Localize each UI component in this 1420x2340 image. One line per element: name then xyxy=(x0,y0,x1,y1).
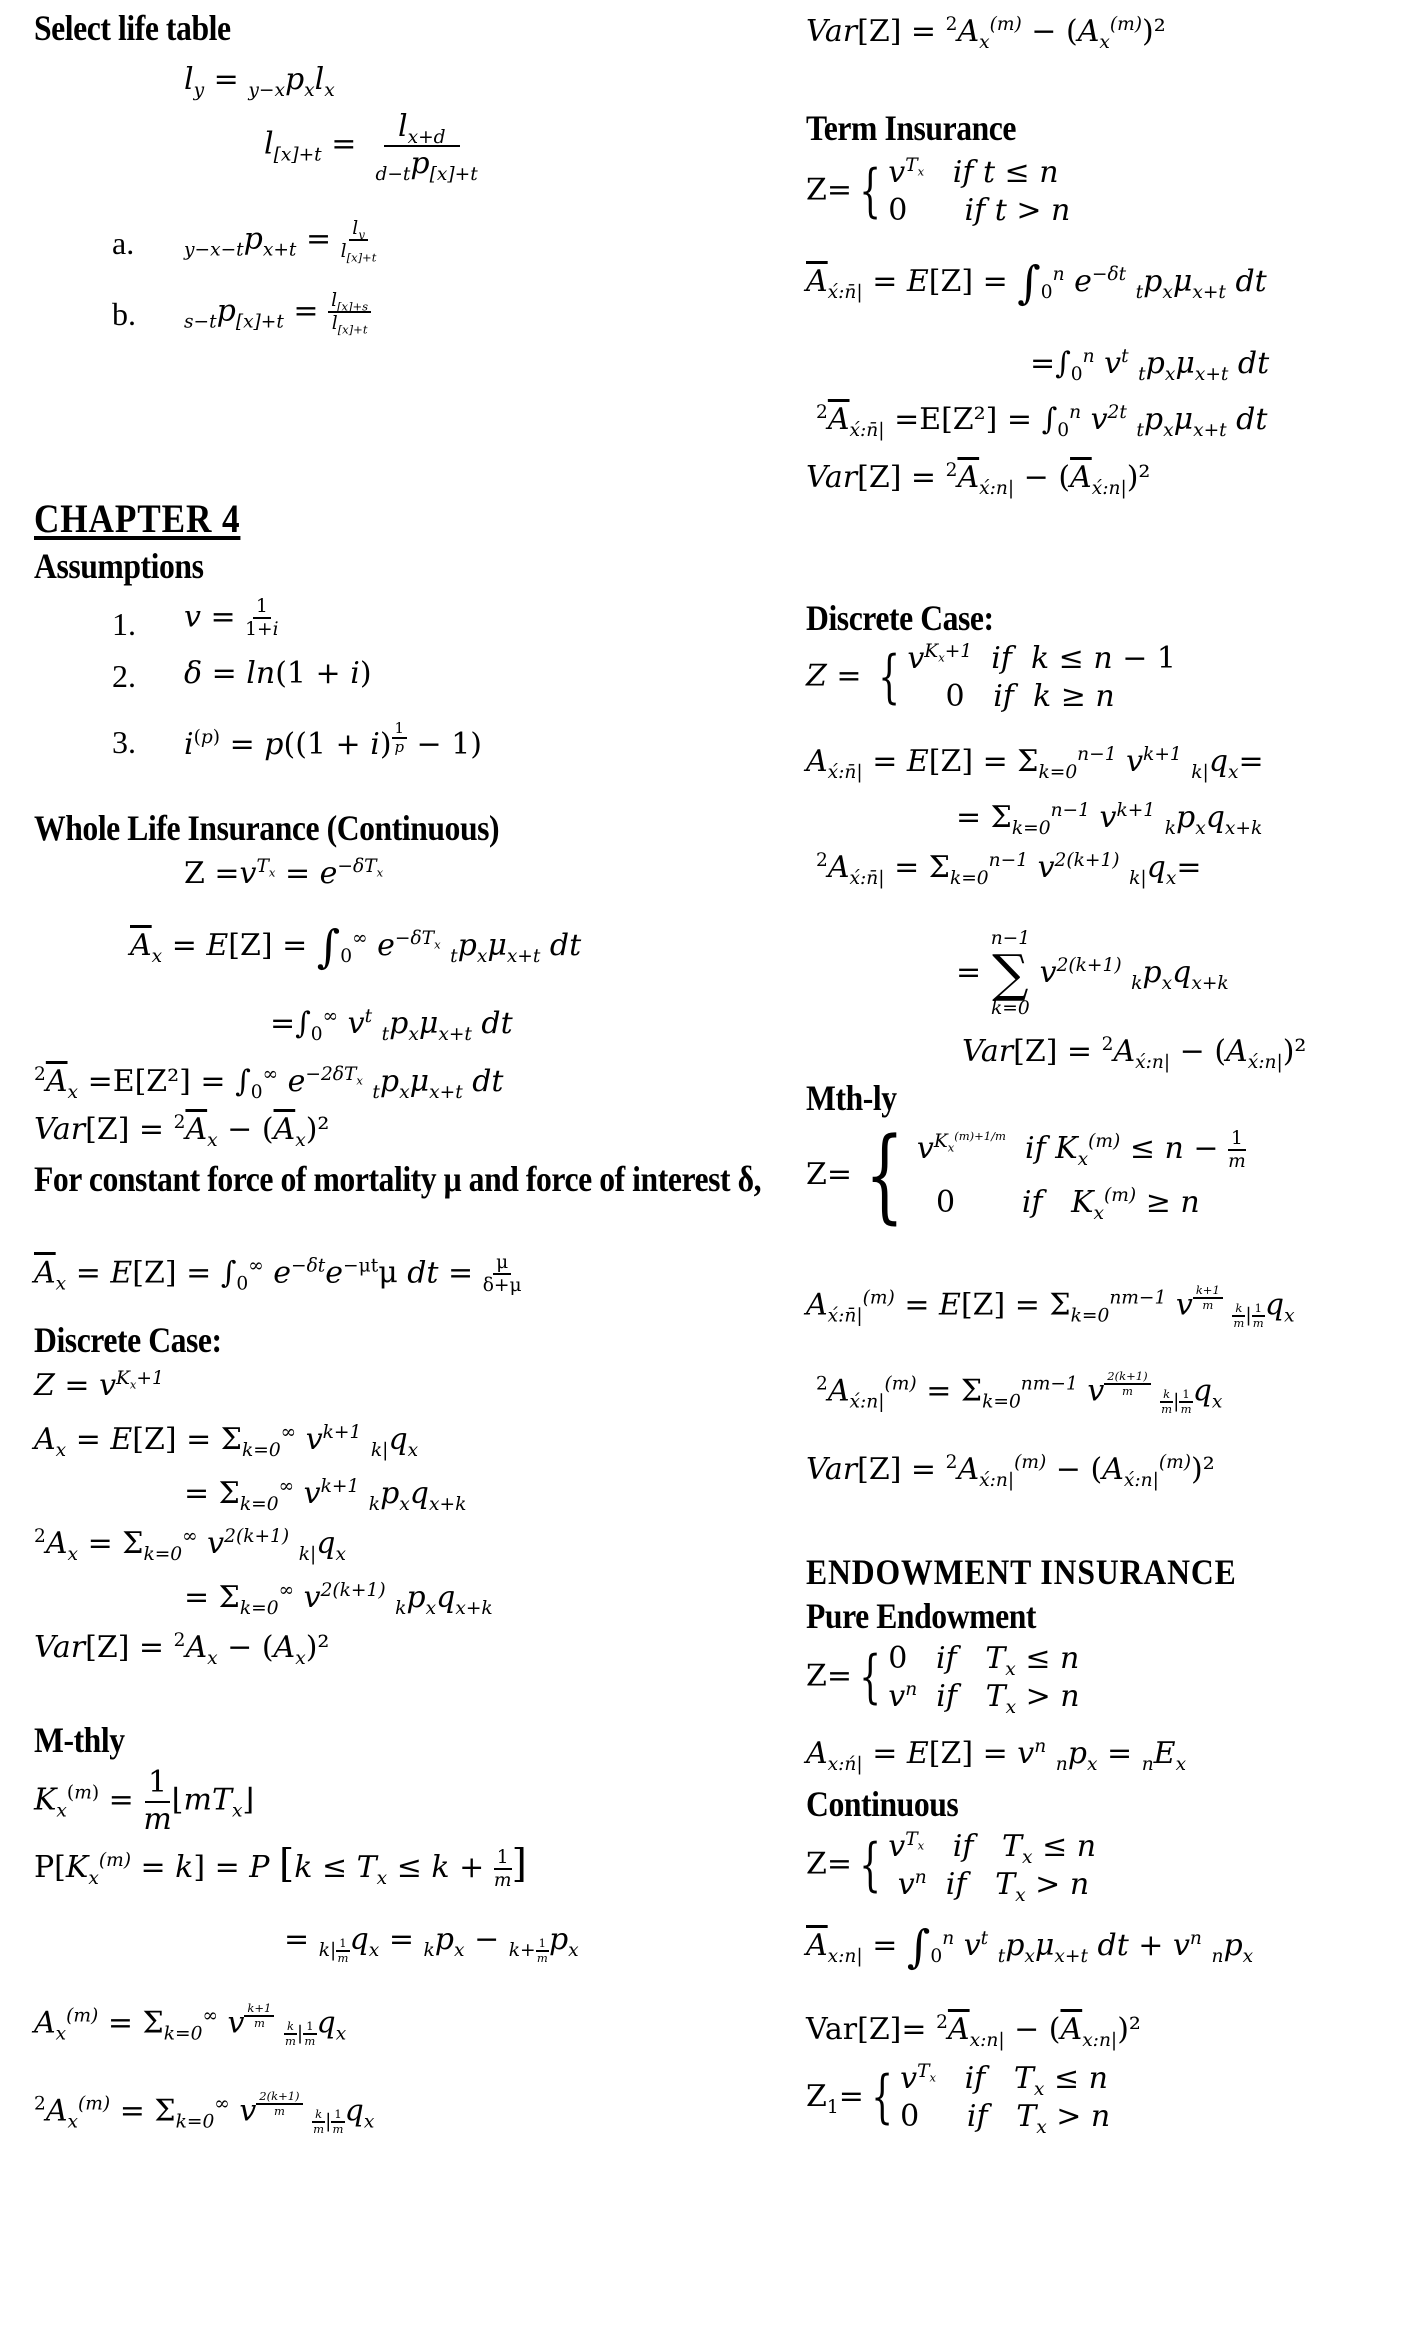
constant-force-text: For constant force of mortality μ and force of interest δ, xyxy=(34,1159,762,1199)
formula-term-mthly-z: Z= { $v^{K_x^{(m)+1/m}}$ if $K_x^{(m)} \le n$ − $\frac{1}{m}$ 0 if $K_x^{(m)} \ge n$ xyxy=(806,1116,1246,1235)
formula-wl-discrete-var: $Var[Z] = ^2A_x - (A_x)^2$ xyxy=(34,1630,330,1669)
formula-term-2ax: $^2\overline{A}_{x́:n̄|} =E[Z^2] = \int_0^n$ $v^{2t}$ $_tp_x\mu_{x+t}$ dt xyxy=(816,402,1268,441)
assumption-3-number: 3. xyxy=(112,724,136,760)
formula-select-l: $l_{[x]+t}$ = $\frac{l_{x+d}}{_{d-t}p_{[x]+t}}$ xyxy=(264,109,478,185)
formula-term-ax: $\overline{A}_{x́:n̄|} = E[Z] = \int_0^n$ $e^{-\delta t}$ $_tp_x\mu_{x+t}$ dt xyxy=(806,256,1267,309)
assumption-1-formula: v = $\frac{1}{1+i}$ xyxy=(184,596,279,641)
formula-wl-ax: $\overline{A}_x = E[Z] = \int_0^\infty$ $e^{-\delta T_x}$ $_tp_x\mu_{x+t}$ dt xyxy=(130,920,582,973)
formula-item-b: $_{s-t}p_{[x]+t}$ = $\frac{l_{[x]+s}}{l_{[x]+t}}$ xyxy=(184,290,371,335)
heading-endowment-insurance: ENDOWMENT INSURANCE xyxy=(806,1552,1237,1592)
formula-cont-ax: $\overline{A}_{x:n|} = \int_0^n$ $v^t$ $_tp_x\mu_{x+t}$ dt + $v^n$ $_np_x$ xyxy=(806,1920,1254,1973)
formula-z1: $Z_1=$ { $v^{T_x}$ if $T_x \le n$ 0 if $T_x > n$ xyxy=(806,2061,1111,2138)
formula-mthly-k: $K_x^{(m)}$ = $\frac{1}{m}$ $⌊mT_x⌋$ xyxy=(34,1765,255,1837)
formula-pure-z: Z= { 0 if $T_x \le n$ $v^n$ if $T_x > n$ xyxy=(806,1641,1080,1718)
formula-cont-z: Z= { $v^{T_x}$ if $T_x \le n$ $v^n$ if $T_x > n$ xyxy=(806,1829,1097,1906)
heading-whole-life: Whole Life Insurance (Continuous) xyxy=(34,808,500,848)
heading-mthly: M-thly xyxy=(34,1720,125,1760)
assumption-3-formula: $i^{(p)} = p((1 + i)$ $^{\frac{1}{p}}$ − 1) xyxy=(184,719,482,763)
formula-mthly-prob-2: = $_{k| \frac{1}{m}}$ $q_x = _kp_x - _{k+ \frac{1}{m}}$ $p_x$ xyxy=(284,1922,579,1965)
formula-wl-var: $Var[Z] = ^2\overline{A}_x - (\overline{A}_x)^2$ xyxy=(34,1112,330,1151)
formula-wl-discrete-ax: $A_x = E[Z] = \Sigma_{k=0}^\infty$ $v^{k+1}$ $_{k|}q_x$ xyxy=(34,1422,419,1461)
formula-term-mthly-2ax: $^2A_{x́:n|}^{(m)} = \Sigma_{k=0}^{nm-1}$ v $^{\frac{2(k+1)}{m}}$ $_{\frac{k}{m} | \frac{1}{m}}$ $q_x$ xyxy=(816,1369,1223,1417)
formula-term-var: $Var[Z] = ^2\overline{A}_{x́:n|} - (\overline{A}_{x́:n|})^2$ xyxy=(806,460,1151,499)
item-a-label: a. xyxy=(112,225,135,261)
formula-wl-ax-2: $=\int_0^\infty$ $v^t$ $_tp_x\mu_{x+t}$ dt xyxy=(270,1006,513,1045)
formula-wl-discrete-z: $Z = v^{K_x+1}$ xyxy=(34,1368,164,1403)
formula-term-discrete-ax: $A_{x́:n̄|} = E[Z] = \Sigma_{k=0}^{n-1}$ $v^{k+1}$ $_{k|}q_x=$ xyxy=(806,744,1264,783)
formula-term-mthly-ax: $A_{x́:n̄|}^{(m)} = E[Z] = \Sigma_{k=0}^{nm-1}$ v $^{\frac{k+1}{m}}$ $_{\frac{k}{m} | \frac{1}{m}}$ $q_x$ xyxy=(806,1283,1295,1331)
formula-wl-z: $Z =v^{T_x} = e^{-\delta T_x}$ xyxy=(184,856,384,891)
formula-wl-2ax: $^2\overline{A}_x =E[Z^2] = \int_0^\infty$ $e^{-2\delta T_x}$ $_tp_x\mu_{x+t}$ dt xyxy=(34,1064,504,1103)
formula-mthly-ax: $A_x^{(m)} = \Sigma_{k=0}^\infty$ v $^{\frac{k+1}{m}}$ $_{\frac{k}{m} | \frac{1}{m}}$ $q_x$ xyxy=(34,2001,347,2049)
formula-pure-ax: $A_{x:ń|} = E[Z] = v^n$ $_np_x = _nE_x$ xyxy=(806,1736,1187,1775)
chapter-title: CHAPTER 4 xyxy=(34,496,241,541)
heading-continuous: Continuous xyxy=(806,1784,959,1824)
formula-term-discrete-z: Z = { $v^{K_x+1}$ if k ≤ n − 1 0 if k ≥ n xyxy=(806,641,1176,714)
heading-term-discrete: Discrete Case: xyxy=(806,598,994,638)
heading-term-insurance: Term Insurance xyxy=(806,108,1017,148)
assumption-2-formula: δ = ln(1 + i) xyxy=(184,656,372,691)
heading-assumptions: Assumptions xyxy=(34,546,204,586)
heading-pure-endowment: Pure Endowment xyxy=(806,1596,1036,1636)
heading-term-mthly: Mth-ly xyxy=(806,1078,897,1118)
formula-term-ax-2: $=\int_0^n$ $v^t$ $_tp_x\mu_{x+t}$ dt xyxy=(1030,346,1270,385)
formula-wl-discrete-2ax-2: = $\Sigma_{k=0}^\infty$ $v^{2(k+1)}$ $_kp_xq_{x+k}$ xyxy=(184,1580,493,1619)
formula-wl-discrete-2ax: $^2A_x = \Sigma_{k=0}^\infty$ $v^{2(k+1)}$ $_{k|}q_x$ xyxy=(34,1526,346,1565)
formula-term-discrete-2ax: $^2A_{x́:n̄|} = \Sigma_{k=0}^{n-1}$ $v^{2(k+1)}$ $_{k|}q_x=$ xyxy=(816,850,1202,889)
formula-term-discrete-var: $Var[Z] = ^2A_{x́:n|} - (A_{x́:n|})^2$ xyxy=(962,1034,1307,1073)
heading-select-life-table: Select life table xyxy=(34,8,231,48)
assumption-1-number: 1. xyxy=(112,606,136,642)
assumption-2-number: 2. xyxy=(112,658,136,694)
formula-wl-discrete-ax-2: = $\Sigma_{k=0}^\infty$ $v^{k+1}$ $_kp_xq_{x+k}$ xyxy=(184,1476,467,1515)
formula-term-mthly-var: $Var[Z] = ^2A_{x́:n|}^{(m)} - (A_{x́:n|}^{(m)})^2$ xyxy=(806,1452,1215,1491)
formula-mthly-var: $Var[Z] = ^2A_x^{(m)} - (A_x^{(m)})^2$ xyxy=(806,14,1166,53)
formula-mthly-prob: $P[K_x^{(m)} = k] = P$ [$k \le T_x \le k$ + $\frac{1}{m}$ ] xyxy=(34,1842,527,1891)
formula-ly: $l_y = _{y-x}p_xl_x$ xyxy=(184,62,335,101)
formula-cont-var: $Var[Z]= ^2\overline{A}_{x:n|} - (\overline{A}_{x:n|})^2$ xyxy=(806,2012,1141,2051)
formula-mthly-2ax: $^2A_x^{(m)} = \Sigma_{k=0}^\infty$ v $^{\frac{2(k+1)}{m}}$ $_{\frac{k}{m} | \frac{1}{m}}$ $q_x$ xyxy=(34,2089,375,2137)
item-b-label: b. xyxy=(112,296,136,332)
heading-wl-discrete: Discrete Case: xyxy=(34,1320,222,1360)
formula-constant-force: $\overline{A}_x = E[Z] = \int_0^\infty$ $e^{-\delta t}e^{-\mu t}\mu$ dt = $\frac{\mu}{\delta+\mu}$ xyxy=(34,1252,522,1297)
formula-item-a: $_{y-x-t}p_{x+t}$ = $\frac{l_y}{l_{[x]+t}}$ xyxy=(184,218,377,266)
formula-term-z: Z= { $v^{T_x}$ if t ≤ n 0 if t > n xyxy=(806,155,1071,228)
formula-term-discrete-2ax-2: = n−1 ∑ k=0 $v^{2(k+1)}$ $_kp_xq_{x+k}$ xyxy=(956,928,1229,1019)
formula-term-discrete-ax-2: = $\Sigma_{k=0}^{n-1}$ $v^{k+1}$ $_kp_xq_{x+k}$ xyxy=(956,800,1263,839)
